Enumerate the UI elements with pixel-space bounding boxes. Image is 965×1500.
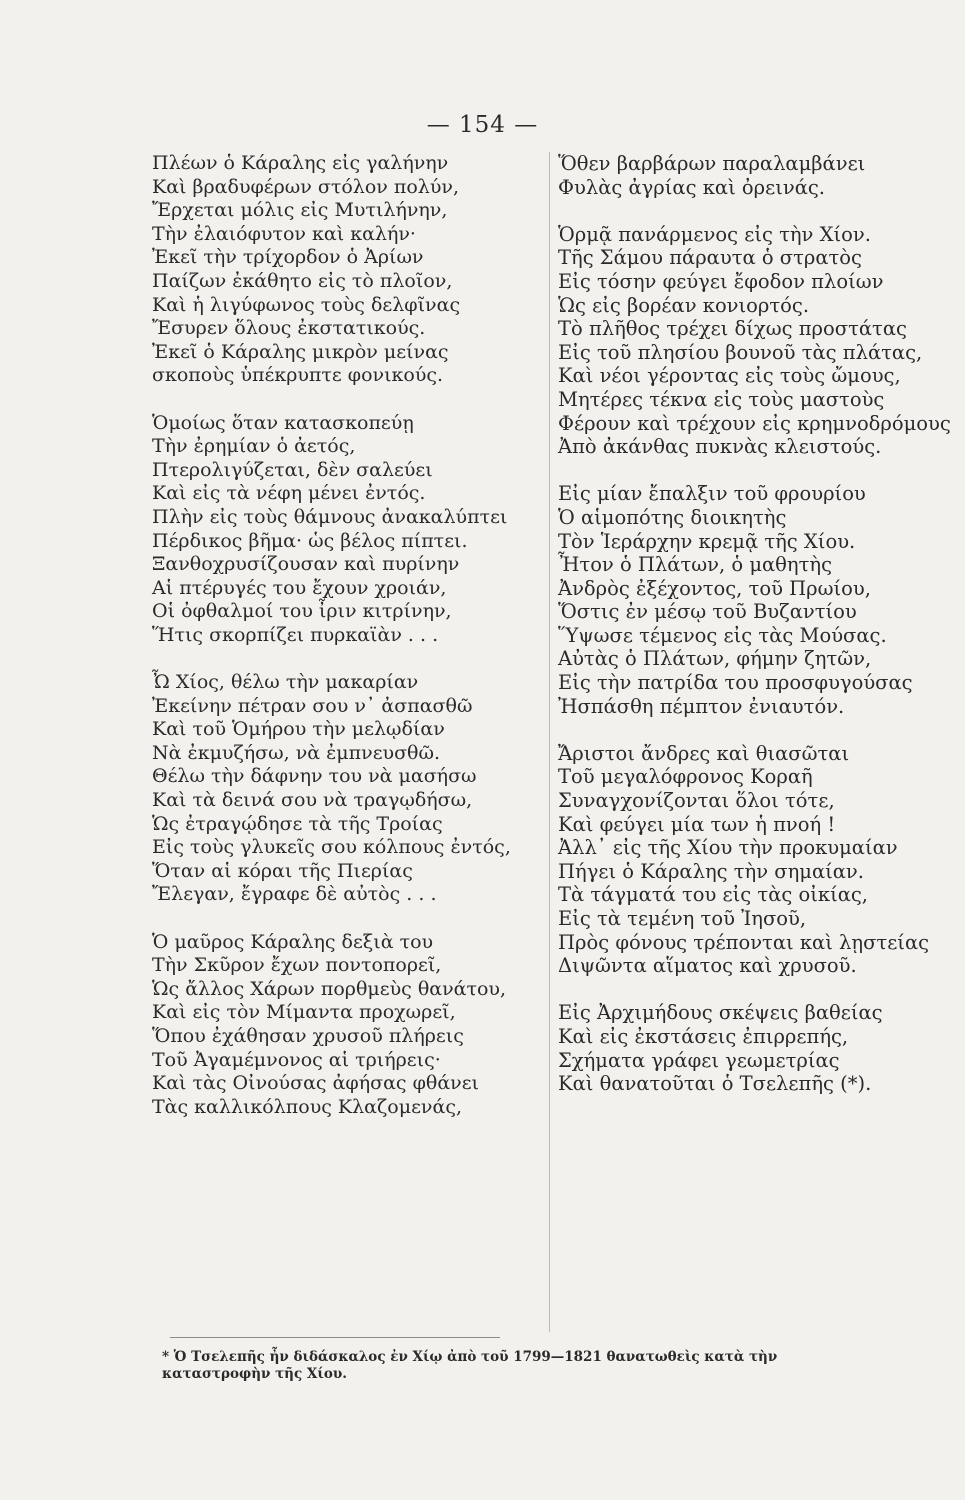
verse-line: Ἀνδρὸς ἐξέχοντος, τοῦ Πρωίου, — [558, 576, 871, 600]
verse-line: Διψῶντα αἵματος καὶ χρυσοῦ. — [558, 954, 857, 978]
verse-line: Ὅπου ἐχάθησαν χρυσοῦ πλήρεις — [152, 1024, 464, 1047]
verse-line: Εἰς τὴν πατρίδα του προσφυγούσας — [558, 671, 913, 695]
verse-line: Ὁμοίως ὅταν κατασκοπεύῃ — [152, 411, 414, 434]
verse-line: Πτερολιγύζεται, δὲν σαλεύει — [152, 458, 433, 481]
verse-line: Τὴν ἐρημίαν ὁ ἀετός, — [152, 435, 356, 458]
verse-line: Καὶ εἰς τὸν Μίμαντα προχωρεῖ, — [152, 1001, 456, 1024]
verse-line: Ξανθοχρυσίζουσαν καὶ πυρίνην — [152, 553, 460, 576]
verse-line: Ἠσπάσθη πέμπτον ἐνιαυτόν. — [558, 694, 845, 718]
verse-line: Καὶ νέοι γέροντας εἰς τοὺς ὤμους, — [558, 364, 901, 388]
verse-line: Εἰς μίαν ἔπαλξιν τοῦ φρουρίου — [558, 482, 866, 506]
verse-line: Εἰς τοῦ πλησίου βουνοῦ τὰς πλάτας, — [558, 340, 923, 364]
verse-line: Τὸ πλῆθος τρέχει δίχως προστάτας — [558, 317, 907, 341]
footnote — [162, 1349, 942, 1383]
verse-line: Ἥτις σκορπίζει πυρκαϊὰν . . . — [152, 623, 439, 646]
stanza — [152, 671, 544, 907]
stanza — [152, 931, 544, 1120]
verse-line: Καὶ εἰς τὰ νέφη μένει ἐντός. — [152, 482, 426, 505]
footnote-rule — [170, 1337, 500, 1338]
verse-line: Ὁρμᾷ πανάρμενος εἰς τὴν Χίον. — [558, 222, 871, 246]
verse-line: Τὰς καλλικόλπους Κλαζομενάς, — [152, 1095, 462, 1118]
verse-line: Ἔσυρεν ὅλους ἐκστατικούς. — [152, 317, 426, 340]
verse-line: Αὐτὰς ὁ Πλάτων, φήμην ζητῶν, — [558, 647, 872, 671]
verse-line: Ὦ Χίος, θέλω τὴν μακαρίαν — [152, 671, 419, 694]
stanza — [152, 152, 544, 388]
footnote-line: * Ὁ Τσελεπῆς ἦν διδάσκαλος ἐν Χίῳ ἀπὸ τοῦ 1799—1821 θανατωθεὶς κατὰ τὴν — [162, 1349, 778, 1365]
verse-line: Καὶ θανατοῦται ὁ Τσελεπῆς (*). — [558, 1072, 872, 1096]
verse-line: Καὶ ἡ λιγύφωνος τοὺς δελφῖνας — [152, 293, 461, 316]
verse-line: Καὶ τὰ δεινά σου νὰ τραγῳδήσω, — [152, 789, 473, 812]
verse-line: Ὁ μαῦρος Κάραλης δεξιὰ του — [152, 930, 434, 953]
stanza — [558, 742, 958, 978]
verse-line: Ὡς εἰς βορέαν κονιορτός. — [558, 293, 810, 317]
verse-line: Ἦτον ὁ Πλάτων, ὁ μαθητὴς — [558, 553, 832, 577]
left-column — [152, 152, 544, 1143]
verse-line: Εἰς τοὺς γλυκεῖς σου κόλπους ἐντός, — [152, 836, 511, 859]
verse-line: Θέλω τὴν δάφνην του νὰ μασήσω — [152, 765, 477, 788]
stanza — [558, 223, 958, 459]
verse-line: Τὸν Ἱεράρχην κρεμᾷ τῆς Χίου. — [558, 529, 856, 553]
verse-line: Πήγει ὁ Κάραλης τὴν σημαίαν. — [558, 859, 864, 883]
verse-line: Συναγχονίζονται ὅλοι τότε, — [558, 789, 835, 813]
verse-line: Καὶ τὰς Οἰνούσας ἀφήσας φθάνει — [152, 1072, 479, 1095]
verse-line: Καὶ εἰς ἐκστάσεις ἐπιρρεπής, — [558, 1024, 849, 1048]
verse-line: Ἐκεῖ τὴν τρίχορδον ὁ Ἀρίων — [152, 246, 424, 269]
stanza — [558, 152, 958, 199]
verse-line: Μητέρες τέκνα εἰς τοὺς μαστοὺς — [558, 387, 885, 411]
verse-line: Καὶ φεύγει μία των ἡ πνοή ! — [558, 812, 836, 836]
verse-line: Ὡς ἐτραγῴδησε τὰ τῆς Τροίας — [152, 812, 443, 835]
stanza — [152, 412, 544, 648]
verse-line: Ἐκεῖ ὁ Κάραλης μικρὸν μείνας — [152, 340, 449, 363]
verse-line: Ἐκείνην πέτραν σου ν᾽ ἀσπασθῶ — [152, 694, 473, 717]
verse-line: Εἰς τόσην φεύγει ἔφοδον πλοίων — [558, 269, 884, 293]
verse-line: Αἱ πτέρυγές του ἔχουν χροιάν, — [152, 576, 447, 599]
verse-line: Ὁ αἱμοπότης διοικητὴς — [558, 505, 787, 529]
verse-line: Πέρδικος βῆμα· ὡς βέλος πίπτει. — [152, 529, 468, 552]
page-number: — 154 — — [426, 112, 539, 138]
verse-line: Πλέων ὁ Κάραλης εἰς γαλήνην — [152, 152, 449, 174]
verse-line: Εἰς Ἀρχιμήδους σκέψεις βαθείας — [558, 1001, 883, 1025]
column-divider — [549, 152, 550, 1332]
verse-line: Ἀλλ᾽ εἰς τῆς Χίου τὴν προκυμαίαν — [558, 836, 898, 860]
stanza — [558, 1001, 958, 1095]
footnote-line: καταστροφὴν τῆς Χίου. — [162, 1366, 347, 1382]
verse-line: Ἀπὸ ἀκάνθας πυκνὰς κλειστούς. — [558, 435, 882, 459]
verse-line: σκοποὺς ὑπέκρυπτε φονικούς. — [152, 364, 444, 387]
verse-line: Ἔλεγαν, ἔγραφε δὲ αὐτὸς . . . — [152, 883, 437, 906]
verse-line: Νὰ ἐκμυζήσω, νὰ ἐμπνευσθῶ. — [152, 741, 441, 764]
verse-line: Εἰς τὰ τεμένη τοῦ Ἰησοῦ, — [558, 907, 807, 930]
verse-line: Παίζων ἐκάθητο εἰς τὸ πλοῖον, — [152, 269, 453, 292]
verse-line: Τὴν ἐλαιόφυτον καὶ καλήν· — [152, 222, 416, 245]
verse-line: Πρὸς φόνους τρέπονται καὶ λῃστείας — [558, 930, 930, 954]
verse-line: Σχήματα γράφει γεωμετρίας — [558, 1048, 840, 1072]
right-column — [558, 152, 958, 1119]
verse-line: Καὶ βραδυφέρων στόλον πολύν, — [152, 175, 459, 198]
verse-line: Φέρουν καὶ τρέχουν εἰς κρημνοδρόμους — [558, 411, 951, 435]
verse-line: Τῆς Σάμου πάραυτα ὁ στρατὸς — [558, 246, 862, 270]
verse-line: Φυλὰς ἀγρίας καὶ ὀρεινάς. — [558, 175, 826, 199]
verse-line: Καὶ τοῦ Ὁμήρου τὴν μελῳδίαν — [152, 718, 445, 741]
verse-line: Ὕψωσε τέμενος εἰς τὰς Μούσας. — [558, 623, 887, 647]
stanza — [558, 482, 958, 718]
verse-line: Ἄριστοι ἄνδρες καὶ θιασῶται — [558, 741, 850, 765]
verse-line: Ὅστις ἐν μέσῳ τοῦ Βυζαντίου — [558, 600, 857, 624]
verse-line: Οἱ ὀφθαλμοί του ἶριν κιτρίνην, — [152, 600, 452, 623]
verse-line: Τὴν Σκῦρον ἔχων ποντοπορεῖ, — [152, 954, 442, 977]
verse-line: Ὅθεν βαρβάρων παραλαμβάνει — [558, 152, 866, 175]
verse-line: Τοῦ Ἀγαμέμνονος αἱ τριήρεις· — [152, 1048, 441, 1071]
verse-line: Ἔρχεται μόλις εἰς Μυτιλήνην, — [152, 199, 448, 222]
verse-line: Τοῦ μεγαλόφρονος Κοραῆ — [558, 765, 813, 789]
verse-line: Ὅταν αἱ κόραι τῆς Πιερίας — [152, 859, 413, 882]
verse-line: Τὰ τάγματά του εἰς τὰς οἰκίας, — [558, 883, 869, 907]
verse-line: Ὡς ἄλλος Χάρων πορθμεὺς θανάτου, — [152, 977, 507, 1000]
verse-line: Πλὴν εἰς τοὺς θάμνους ἀνακαλύπτει — [152, 505, 508, 528]
